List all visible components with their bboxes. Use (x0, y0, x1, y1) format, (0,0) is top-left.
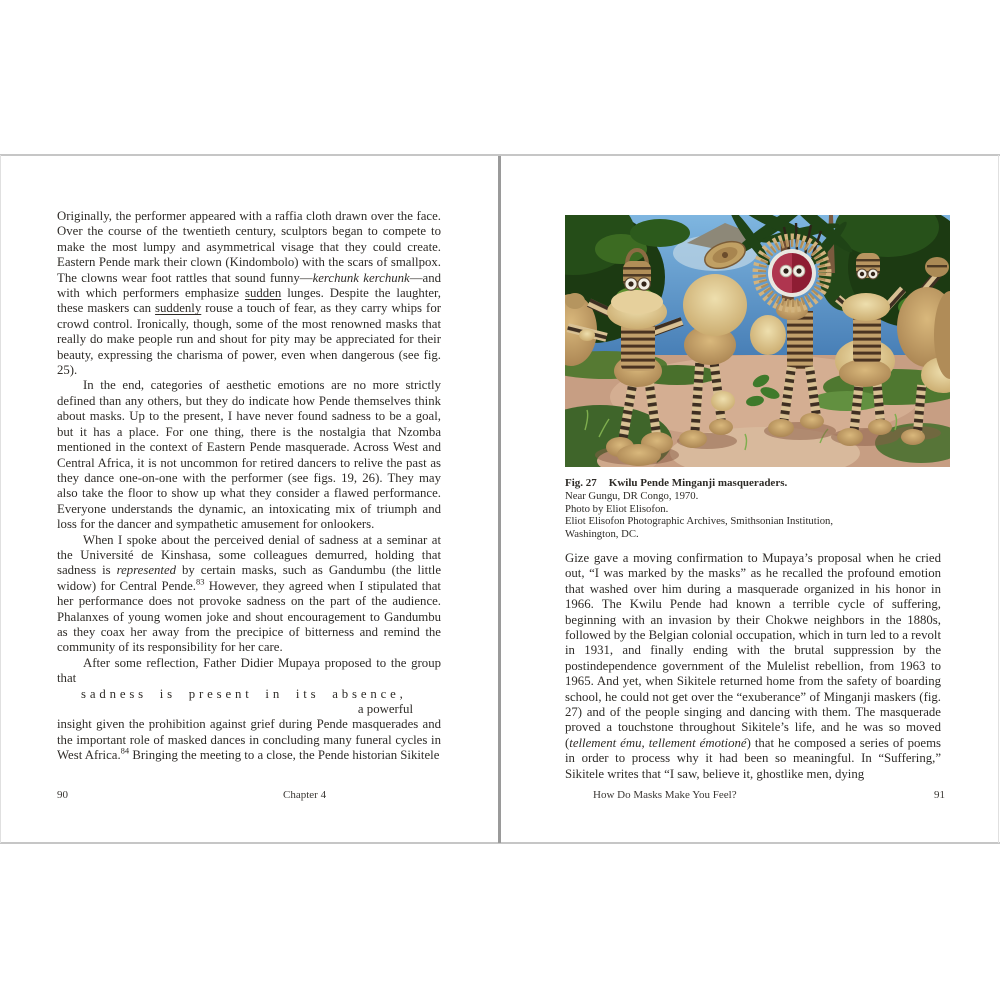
figure-credit-lines: Near Gungu, DR Congo, 1970. Photo by Eliot Elisofon. Eliot Elisofon Photographic Archives, Smithsonian Institution, Washington, DC. (565, 490, 834, 540)
paragraph: insight given the prohibition against grief during Pende masquerades and the important role of masked dances in concluding many funeral cycles in West Africa.$^{84}$ Bringing the meeting to a close, the Pende historian Sikitele (57, 717, 441, 763)
figure-caption (565, 477, 945, 540)
page-number-right: 91 (934, 789, 945, 801)
figure-photo (565, 215, 950, 467)
right-aligned-line: a powerful (357, 702, 413, 716)
paragraph: When I spoke about the perceived denial of sadness at a seminar at the Université de Kinshasa, some colleagues demurred, holding that sadness is represented by certain masks, such as Gandumbu (the little widow) for Central Pende.$^{83}$ However, they agreed when I stipulated that her performance does not provoke sadness on the part of the audience. Phalanxes of young women joke and shout encouragement to Gandumbu as they coax her away from the precipice of bitterness and remind the community of its responsibility for her care. (57, 532, 442, 655)
paragraph: Gize gave a moving confirmation to Mupaya’s proposal when he cried out, “I was marked by the masks” as he recalled the profound emotion that washed over him during a masquerade organized in his honor in 1966. The Kwilu Pende had known a terrible cycle of suffering, beginning with an invasion by their Chokwe neighbors in the 1880s, followed by the Belgian colonial occupation, which in turn led to a revolt in 1931, and finally ending with the brutal suppression by the postindependence government of the Mulelist rebellion, from 1963 to 1965. And yet, when Sikitele returned home from the safety of boarding school, he could not get over the “exuberance” of Minganji maskers (fig. 27) and of the people singing and dancing with them. The masquerade proved a touchstone throughout Sikitele’s life, and he was so moved (tellement ému, tellement émotioné) that he composed a series of poems in order to process why it had been so meaningful. In “Suffering,” Sikitele writes that “I saw, believe it, ghostlike men, dying (565, 551, 942, 781)
running-head-left: Chapter 4 (283, 789, 327, 801)
figure-title: Kwilu Pende Minganji masqueraders. (608, 477, 788, 489)
left-page-text-column (57, 209, 441, 764)
figure-caption-heading (565, 477, 945, 489)
page-number-left: 90 (57, 789, 68, 801)
paragraph: After some reflection, Father Didier Mupaya proposed to the group that (57, 655, 441, 686)
paragraph: Originally, the performer appeared with a raffia cloth drawn over the face. Over the course of the twentieth century, sculptors began to compete to make the most lumpy and asymmetrical visage that they could create. Eastern Pende mark their clown (Kindombolo) with the scars of smallpox. The clowns wear foot rattles that sound funny—kerchunk kerchunk—and with which performers emphasize sudden lunges. Despite the laughter, these maskers can suddenly rouse a touch of fear, as they carry whips for crowd control. Ironically, though, some of the most renowned masks that really do make people run and shout for pity may be appreciated for their beauty, expressing the charisma of power, even when dangerous (see fig. 25). (57, 209, 442, 378)
figure-label: Fig. 27 (565, 477, 597, 489)
page-gutter-divider (498, 156, 501, 843)
emphasized-spaced-line: sadness is present in its absence, (81, 686, 407, 701)
running-head-right: How Do Masks Make You Feel? (593, 789, 737, 801)
paragraph: In the end, categories of aesthetic emotions are no more strictly defined than any others, but they do indicate how Pende themselves think about masks. Up to the present, I have never found sadness to be a goal, but it has a place. For one thing, there is the nostalgia that Nzomba mentioned in the context of Eastern Pende masquerade. Across West and Central Africa, it is not uncommon for retired dancers to relive the past as they dance one-on-one with the performer (see figs. 19, 26). They may also take the floor to show up what they consider a flawed performance. Everyone understands the dynamic, an intoxicating mix of triumph and loss for the dancer and sympathetic amusement for onlookers. (57, 378, 441, 532)
frame-right-rule (998, 155, 999, 843)
frame-left-rule (0, 155, 1, 843)
right-page-text-column (565, 551, 941, 782)
